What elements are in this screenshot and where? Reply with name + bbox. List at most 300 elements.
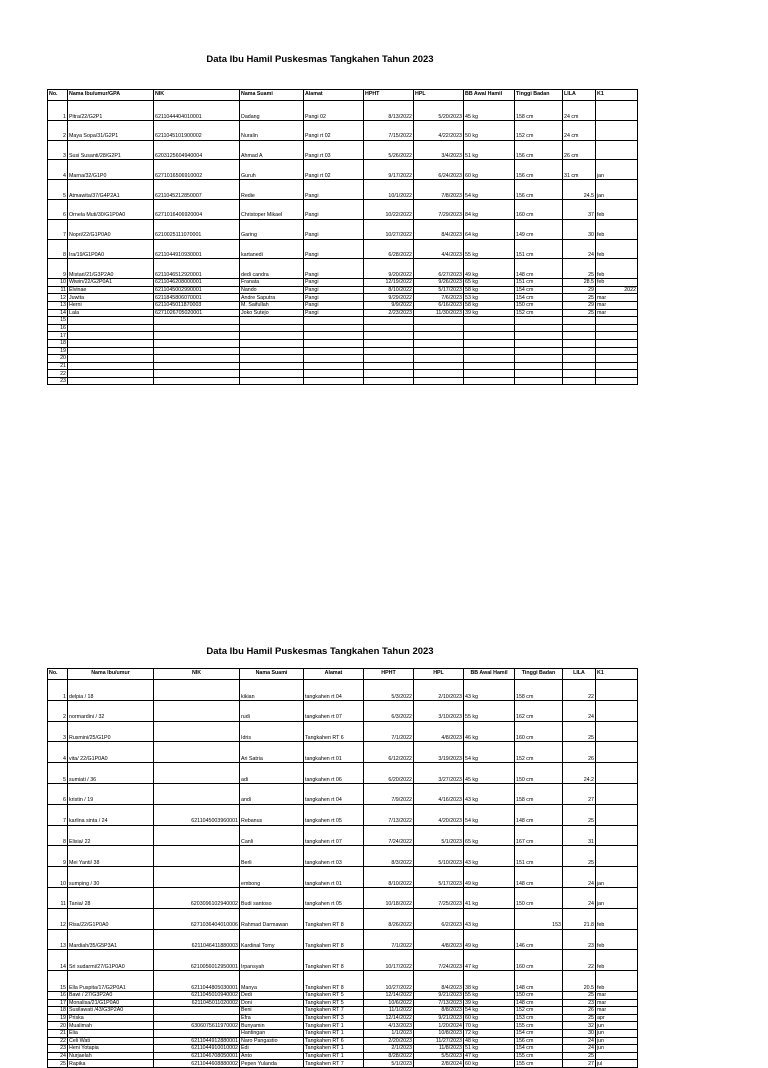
- cell-hpl: 3/10/2023: [414, 700, 464, 721]
- cell-alamat: Pangi: [304, 301, 364, 309]
- cell-no: 10: [48, 279, 68, 287]
- header-nama: Nama Ibu/umur: [68, 669, 154, 680]
- cell-tinggi: [515, 332, 563, 340]
- cell-k1: [596, 763, 638, 784]
- cell-hpl: 4/22/2023: [414, 120, 464, 140]
- cell-no: 8: [48, 825, 68, 846]
- cell-hpht: 5/1/2023: [364, 1060, 414, 1068]
- cell-nik: [154, 763, 240, 784]
- cell-lila: 25: [563, 991, 596, 999]
- sheet-1-header-row: [48, 90, 638, 101]
- cell-hpl: 3/19/2023: [414, 742, 464, 763]
- cell-hpht: 8/3/2022: [364, 846, 414, 867]
- cell-k1: feb: [596, 950, 638, 971]
- cell-no: 1: [48, 680, 68, 701]
- cell-nik: [154, 347, 240, 355]
- sheet-1-table: [47, 89, 638, 385]
- cell-hpht: [364, 317, 414, 325]
- cell-lila: [563, 347, 596, 355]
- cell-lila: 25: [563, 309, 596, 317]
- cell-bb-awal: [464, 317, 515, 325]
- cell-hpl: 6/16/2023: [414, 301, 464, 309]
- cell-nik: 6211045011020002: [154, 999, 240, 1007]
- cell-hpl: 7/8/2023: [414, 180, 464, 200]
- cell-nik: [154, 867, 240, 888]
- cell-hpl: 9/21/2023: [414, 1014, 464, 1022]
- cell-nik: 6210025111070001: [154, 219, 240, 239]
- cell-no: 2: [48, 700, 68, 721]
- cell-no: 22: [48, 1037, 68, 1045]
- table-row: [48, 101, 638, 121]
- cell-hpht: 1/1/2023: [364, 1029, 414, 1037]
- table-row: [48, 180, 638, 200]
- cell-bb-awal: 84 kg: [464, 199, 515, 219]
- cell-hpl: 7/25/2023: [414, 887, 464, 908]
- cell-k1: [596, 120, 638, 140]
- cell-bb-awal: 47 kg: [464, 950, 515, 971]
- cell-nama-suami: Andre Saputra: [240, 294, 304, 302]
- cell-k1: feb: [596, 279, 638, 287]
- cell-k1: mar: [596, 301, 638, 309]
- cell-bb-awal: 38 kg: [464, 971, 515, 992]
- table-row: [48, 120, 638, 140]
- cell-no: 15: [48, 971, 68, 992]
- cell-hpht: [364, 347, 414, 355]
- cell-hpht: 6/28/2022: [364, 239, 414, 259]
- cell-hpht: 7/9/2022: [364, 783, 414, 804]
- cell-bb-awal: 41 kg: [464, 887, 515, 908]
- cell-tinggi: [515, 317, 563, 325]
- cell-lila: 28.5: [563, 279, 596, 287]
- cell-k1: mar: [596, 999, 638, 1007]
- cell-nik: 6211044910010002: [154, 1045, 240, 1053]
- cell-nama: Celi Wati: [68, 1037, 154, 1045]
- cell-hpht: [364, 370, 414, 378]
- cell-no: 23: [48, 377, 68, 385]
- cell-nama-suami: adi: [240, 763, 304, 784]
- cell-k1: [596, 1052, 638, 1060]
- cell-nik: 6211044912880001: [154, 1037, 240, 1045]
- cell-tinggi: 153 cm: [515, 1014, 563, 1022]
- cell-k1: jan: [596, 887, 638, 908]
- cell-lila: 25: [563, 259, 596, 279]
- table-row: [48, 347, 638, 355]
- cell-bb-awal: [464, 339, 515, 347]
- cell-alamat: Pangi: [304, 259, 364, 279]
- cell-nama-suami: Rebanus: [240, 804, 304, 825]
- cell-nik: 6211845806070001: [154, 294, 240, 302]
- cell-tinggi: 154 cm: [515, 286, 563, 294]
- cell-nama: Elia: [68, 1029, 154, 1037]
- cell-hpl: 4/20/2023: [414, 804, 464, 825]
- cell-lila: 25: [563, 804, 596, 825]
- cell-nik: [154, 1014, 240, 1022]
- cell-nama-suami: Joko Sutejo: [240, 309, 304, 317]
- cell-no: 17: [48, 999, 68, 1007]
- cell-k1: mar: [596, 309, 638, 317]
- table-row: [48, 377, 638, 385]
- cell-lila: 24 cm: [563, 101, 596, 121]
- cell-nama: Elisia/ 22: [68, 825, 154, 846]
- cell-alamat: Pangi rt 02: [304, 120, 364, 140]
- cell-nama-suami: Manya: [240, 971, 304, 992]
- cell-nik: [154, 1029, 240, 1037]
- cell-alamat: Tangkahen RT 7: [304, 1060, 364, 1068]
- cell-nama-suami: Pepen Yulanda: [240, 1060, 304, 1068]
- cell-nik: [154, 317, 240, 325]
- cell-bb-awal: 49 kg: [464, 929, 515, 950]
- cell-nik: 6271016406920004: [154, 199, 240, 219]
- cell-nama: [68, 339, 154, 347]
- cell-no: 3: [48, 721, 68, 742]
- cell-k1: [596, 317, 638, 325]
- header-nik: NIK: [154, 669, 240, 680]
- cell-lila: 30: [563, 219, 596, 239]
- cell-hpht: 5/26/2022: [364, 140, 414, 160]
- cell-hpht: 10/1/2022: [364, 180, 414, 200]
- cell-hpl: 5/10/2023: [414, 846, 464, 867]
- cell-nama: normardini / 32: [68, 700, 154, 721]
- cell-hpht: 9/17/2022: [364, 160, 414, 180]
- cell-bb-awal: 45 kg: [464, 763, 515, 784]
- cell-nama: Atmawita/37/G4P2A1: [68, 180, 154, 200]
- cell-nama: Juwita: [68, 294, 154, 302]
- cell-nik: 6211046708050001: [154, 1052, 240, 1060]
- cell-nik: [154, 783, 240, 804]
- sheet-2-header-row: [48, 669, 638, 680]
- cell-k1: [596, 742, 638, 763]
- cell-nik: 6203125604940004: [154, 140, 240, 160]
- cell-bb-awal: 55 kg: [464, 700, 515, 721]
- cell-bb-awal: 51 kg: [464, 1045, 515, 1053]
- cell-nama-suami: Edi: [240, 1045, 304, 1053]
- cell-nama: sumiati / 36: [68, 763, 154, 784]
- table-row: [48, 286, 638, 294]
- cell-hpl: 5/17/2023: [414, 286, 464, 294]
- cell-alamat: Pangi 02: [304, 101, 364, 121]
- cell-hpl: 11/27/2023: [414, 1037, 464, 1045]
- cell-nik: 6211044910930001: [154, 239, 240, 259]
- cell-no: 13: [48, 301, 68, 309]
- cell-hpl: 3/4/2023: [414, 140, 464, 160]
- cell-tinggi: 148 cm: [515, 259, 563, 279]
- header-lila: LILA: [563, 90, 596, 101]
- cell-bb-awal: 54 kg: [464, 180, 515, 200]
- cell-hpht: 7/13/2022: [364, 804, 414, 825]
- cell-nama: Nopri/22/G1P0A0: [68, 219, 154, 239]
- table-row: [48, 140, 638, 160]
- cell-bb-awal: 64 kg: [464, 219, 515, 239]
- cell-hpht: 4/13/2023: [364, 1022, 414, 1030]
- cell-nama: Elvinae: [68, 286, 154, 294]
- cell-hpl: 5/1/2023: [414, 825, 464, 846]
- cell-tinggi: 153: [515, 908, 563, 929]
- cell-nama-suami: Dedi: [240, 991, 304, 999]
- cell-alamat: Pangi: [304, 180, 364, 200]
- cell-nik: [154, 324, 240, 332]
- cell-hpl: 5/20/2023: [414, 101, 464, 121]
- cell-nik: [154, 825, 240, 846]
- cell-lila: 32: [563, 1022, 596, 1030]
- cell-nik: [154, 355, 240, 363]
- cell-nik: 6271016506910002: [154, 160, 240, 180]
- cell-nama-suami: [240, 332, 304, 340]
- cell-tinggi: 150 cm: [515, 301, 563, 309]
- cell-lila: 25: [563, 1014, 596, 1022]
- cell-hpl: [414, 317, 464, 325]
- cell-hpl: 8/8/2023: [414, 1007, 464, 1015]
- table-row: [48, 999, 638, 1007]
- header-hpht: HPHT: [364, 669, 414, 680]
- cell-nama-suami: Rahmad Darmawan: [240, 908, 304, 929]
- cell-nama-suami: Garing: [240, 219, 304, 239]
- cell-tinggi: 150 cm: [515, 887, 563, 908]
- cell-nama: [68, 362, 154, 370]
- cell-tinggi: [515, 377, 563, 385]
- cell-nik: [154, 742, 240, 763]
- cell-bb-awal: [464, 362, 515, 370]
- cell-lila: [563, 362, 596, 370]
- cell-tinggi: 158 cm: [515, 783, 563, 804]
- cell-hpht: [364, 362, 414, 370]
- cell-nik: 6211046208000001: [154, 279, 240, 287]
- cell-bb-awal: 43 kg: [464, 783, 515, 804]
- cell-k1: feb: [596, 239, 638, 259]
- cell-nama-suami: Redie: [240, 180, 304, 200]
- cell-nama: Monalisa/21/G1P0A0: [68, 999, 154, 1007]
- cell-nama-suami: Irpansyah: [240, 950, 304, 971]
- sheet-1-title: Data Ibu Hamil Puskesmas Tangkahen Tahun 2023: [206, 54, 434, 65]
- cell-lila: 25: [563, 721, 596, 742]
- cell-hpht: 12/19/2022: [364, 279, 414, 287]
- cell-hpl: [414, 347, 464, 355]
- cell-nama-suami: Kardinal Tomy: [240, 929, 304, 950]
- cell-nama-suami: [240, 317, 304, 325]
- cell-bb-awal: [464, 332, 515, 340]
- cell-nama: Wiwin/22/G2P0A1: [68, 279, 154, 287]
- cell-nama: [68, 355, 154, 363]
- cell-lila: 22: [563, 680, 596, 701]
- cell-nama-suami: Idris: [240, 721, 304, 742]
- cell-lila: 24: [563, 867, 596, 888]
- cell-hpl: 9/21/2023: [414, 991, 464, 999]
- cell-tinggi: 151 cm: [515, 846, 563, 867]
- cell-bb-awal: 70 kg: [464, 1022, 515, 1030]
- cell-nik: [154, 721, 240, 742]
- cell-hpht: 7/15/2022: [364, 120, 414, 140]
- cell-nama: Susi Susanti/28/G2P1: [68, 140, 154, 160]
- cell-hpht: [364, 355, 414, 363]
- cell-nik: 6211045101900002: [154, 120, 240, 140]
- cell-nama: [68, 370, 154, 378]
- cell-nik: 6211044805030001: [154, 971, 240, 992]
- cell-no: 5: [48, 180, 68, 200]
- cell-hpht: 8/13/2022: [364, 101, 414, 121]
- cell-nama: Mardiah/35/G5P3A1: [68, 929, 154, 950]
- cell-k1: [596, 324, 638, 332]
- table-row: [48, 929, 638, 950]
- cell-nama: Marna/32/G1P0: [68, 160, 154, 180]
- table-row: [48, 259, 638, 279]
- cell-nama: Ira/19/G1P0A0: [68, 239, 154, 259]
- cell-tinggi: 156 cm: [515, 140, 563, 160]
- cell-nama: Herni: [68, 301, 154, 309]
- cell-nama-suami: Guruh: [240, 160, 304, 180]
- cell-lila: 25: [563, 846, 596, 867]
- cell-bb-awal: 46 kg: [464, 721, 515, 742]
- cell-alamat: Pangi: [304, 286, 364, 294]
- cell-k1: jan: [596, 160, 638, 180]
- cell-nik: 6203096102940002: [154, 887, 240, 908]
- cell-k1: [596, 355, 638, 363]
- cell-bb-awal: 60 kg: [464, 1060, 515, 1068]
- cell-nama-suami: [240, 370, 304, 378]
- cell-nama-suami: Dadang: [240, 101, 304, 121]
- cell-no: 21: [48, 362, 68, 370]
- table-row: [48, 317, 638, 325]
- cell-hpht: 8/10/2022: [364, 286, 414, 294]
- cell-bb-awal: 54 kg: [464, 1007, 515, 1015]
- cell-no: 2: [48, 120, 68, 140]
- cell-nama: sumping / 30: [68, 867, 154, 888]
- cell-nama-suami: [240, 377, 304, 385]
- cell-nama: delpia / 18: [68, 680, 154, 701]
- cell-tinggi: 149 cm: [515, 219, 563, 239]
- cell-k1: jun: [596, 1022, 638, 1030]
- cell-lila: 23: [563, 929, 596, 950]
- table-row: [48, 1037, 638, 1045]
- cell-k1: feb: [596, 259, 638, 279]
- cell-hpht: 8/10/2022: [364, 867, 414, 888]
- cell-nama-suami: [240, 355, 304, 363]
- cell-alamat: [304, 324, 364, 332]
- header-no: No.: [48, 669, 68, 680]
- cell-tinggi: [515, 370, 563, 378]
- cell-tinggi: 154 cm: [515, 294, 563, 302]
- cell-lila: 30: [563, 1029, 596, 1037]
- cell-tinggi: 155 cm: [515, 1060, 563, 1068]
- cell-no: 9: [48, 846, 68, 867]
- cell-tinggi: 151 cm: [515, 239, 563, 259]
- cell-k1: 2022: [596, 286, 638, 294]
- cell-no: 25: [48, 1060, 68, 1068]
- table-row: [48, 301, 638, 309]
- cell-alamat: Tangkahen RT 6: [304, 721, 364, 742]
- cell-k1: jan: [596, 180, 638, 200]
- cell-alamat: [304, 347, 364, 355]
- cell-no: 20: [48, 355, 68, 363]
- cell-hpht: 2/23/2023: [364, 309, 414, 317]
- cell-k1: feb: [596, 929, 638, 950]
- cell-no: 12: [48, 294, 68, 302]
- cell-nama: Mualimah: [68, 1022, 154, 1030]
- cell-bb-awal: 48 kg: [464, 1037, 515, 1045]
- cell-k1: [596, 680, 638, 701]
- cell-no: 21: [48, 1029, 68, 1037]
- cell-nik: [154, 332, 240, 340]
- cell-alamat: tangkahen rt 07: [304, 825, 364, 846]
- cell-alamat: Tangkahen RT 1: [304, 1045, 364, 1053]
- cell-lila: 26: [563, 1007, 596, 1015]
- cell-alamat: tangkahen rt 05: [304, 887, 364, 908]
- cell-alamat: Tangkahen RT 1: [304, 1052, 364, 1060]
- table-row: [48, 332, 638, 340]
- cell-k1: jul: [596, 1060, 638, 1068]
- cell-nama-suami: kikian: [240, 680, 304, 701]
- cell-hpl: [414, 370, 464, 378]
- cell-hpht: [364, 324, 414, 332]
- cell-tinggi: 150 cm: [515, 991, 563, 999]
- cell-hpht: 10/27/2022: [364, 219, 414, 239]
- cell-nama: Heni Yotapia: [68, 1045, 154, 1053]
- cell-no: 10: [48, 867, 68, 888]
- cell-nama-suami: andi: [240, 783, 304, 804]
- cell-k1: [596, 101, 638, 121]
- cell-hpl: 4/16/2023: [414, 783, 464, 804]
- cell-hpht: 6/3/2022: [364, 700, 414, 721]
- cell-no: 6: [48, 199, 68, 219]
- cell-nama-suami: Naro Pangastio: [240, 1037, 304, 1045]
- cell-nama: Tania/ 28: [68, 887, 154, 908]
- cell-nama-suami: Ari Satria: [240, 742, 304, 763]
- table-row: [48, 763, 638, 784]
- cell-nama: Mei Yanti/ 38: [68, 846, 154, 867]
- cell-nama: Mistari/21/G3P2A0: [68, 259, 154, 279]
- cell-bb-awal: 58 kg: [464, 286, 515, 294]
- cell-no: 17: [48, 332, 68, 340]
- cell-k1: feb: [596, 199, 638, 219]
- cell-bb-awal: 54 kg: [464, 742, 515, 763]
- cell-bb-awal: 65 kg: [464, 825, 515, 846]
- cell-nama-suami: M. Saifullah: [240, 301, 304, 309]
- cell-nama-suami: dedi candra: [240, 259, 304, 279]
- cell-hpht: 7/24/2022: [364, 825, 414, 846]
- cell-no: 24: [48, 1052, 68, 1060]
- cell-nama-suami: rudi: [240, 700, 304, 721]
- cell-alamat: tangkahen rt 06: [304, 763, 364, 784]
- cell-lila: [563, 324, 596, 332]
- cell-alamat: [304, 317, 364, 325]
- cell-lila: 31 cm: [563, 160, 596, 180]
- cell-nik: [154, 362, 240, 370]
- cell-alamat: [304, 355, 364, 363]
- header-alamat: Alamat: [304, 669, 364, 680]
- cell-k1: mar: [596, 991, 638, 999]
- cell-hpht: [364, 339, 414, 347]
- cell-nama-suami: Berli: [240, 846, 304, 867]
- cell-tinggi: 152 cm: [515, 742, 563, 763]
- table-row: [48, 362, 638, 370]
- cell-bb-awal: 55 kg: [464, 991, 515, 999]
- cell-lila: 37: [563, 199, 596, 219]
- cell-hpl: 8/4/2023: [414, 219, 464, 239]
- table-row: [48, 908, 638, 929]
- cell-bb-awal: [464, 355, 515, 363]
- cell-hpht: 9/20/2022: [364, 259, 414, 279]
- cell-nik: [154, 680, 240, 701]
- cell-lila: 24: [563, 1037, 596, 1045]
- cell-no: 19: [48, 347, 68, 355]
- cell-tinggi: 146 cm: [515, 929, 563, 950]
- cell-nik: 6306075611970002: [154, 1022, 240, 1030]
- cell-hpl: 3/27/2023: [414, 763, 464, 784]
- cell-lila: 26: [563, 742, 596, 763]
- header-hpl: HPL: [414, 90, 464, 101]
- cell-alamat: Tangkahen RT 1: [304, 1029, 364, 1037]
- cell-tinggi: 151 cm: [515, 279, 563, 287]
- cell-tinggi: [515, 339, 563, 347]
- cell-hpht: 7/1/2022: [364, 929, 414, 950]
